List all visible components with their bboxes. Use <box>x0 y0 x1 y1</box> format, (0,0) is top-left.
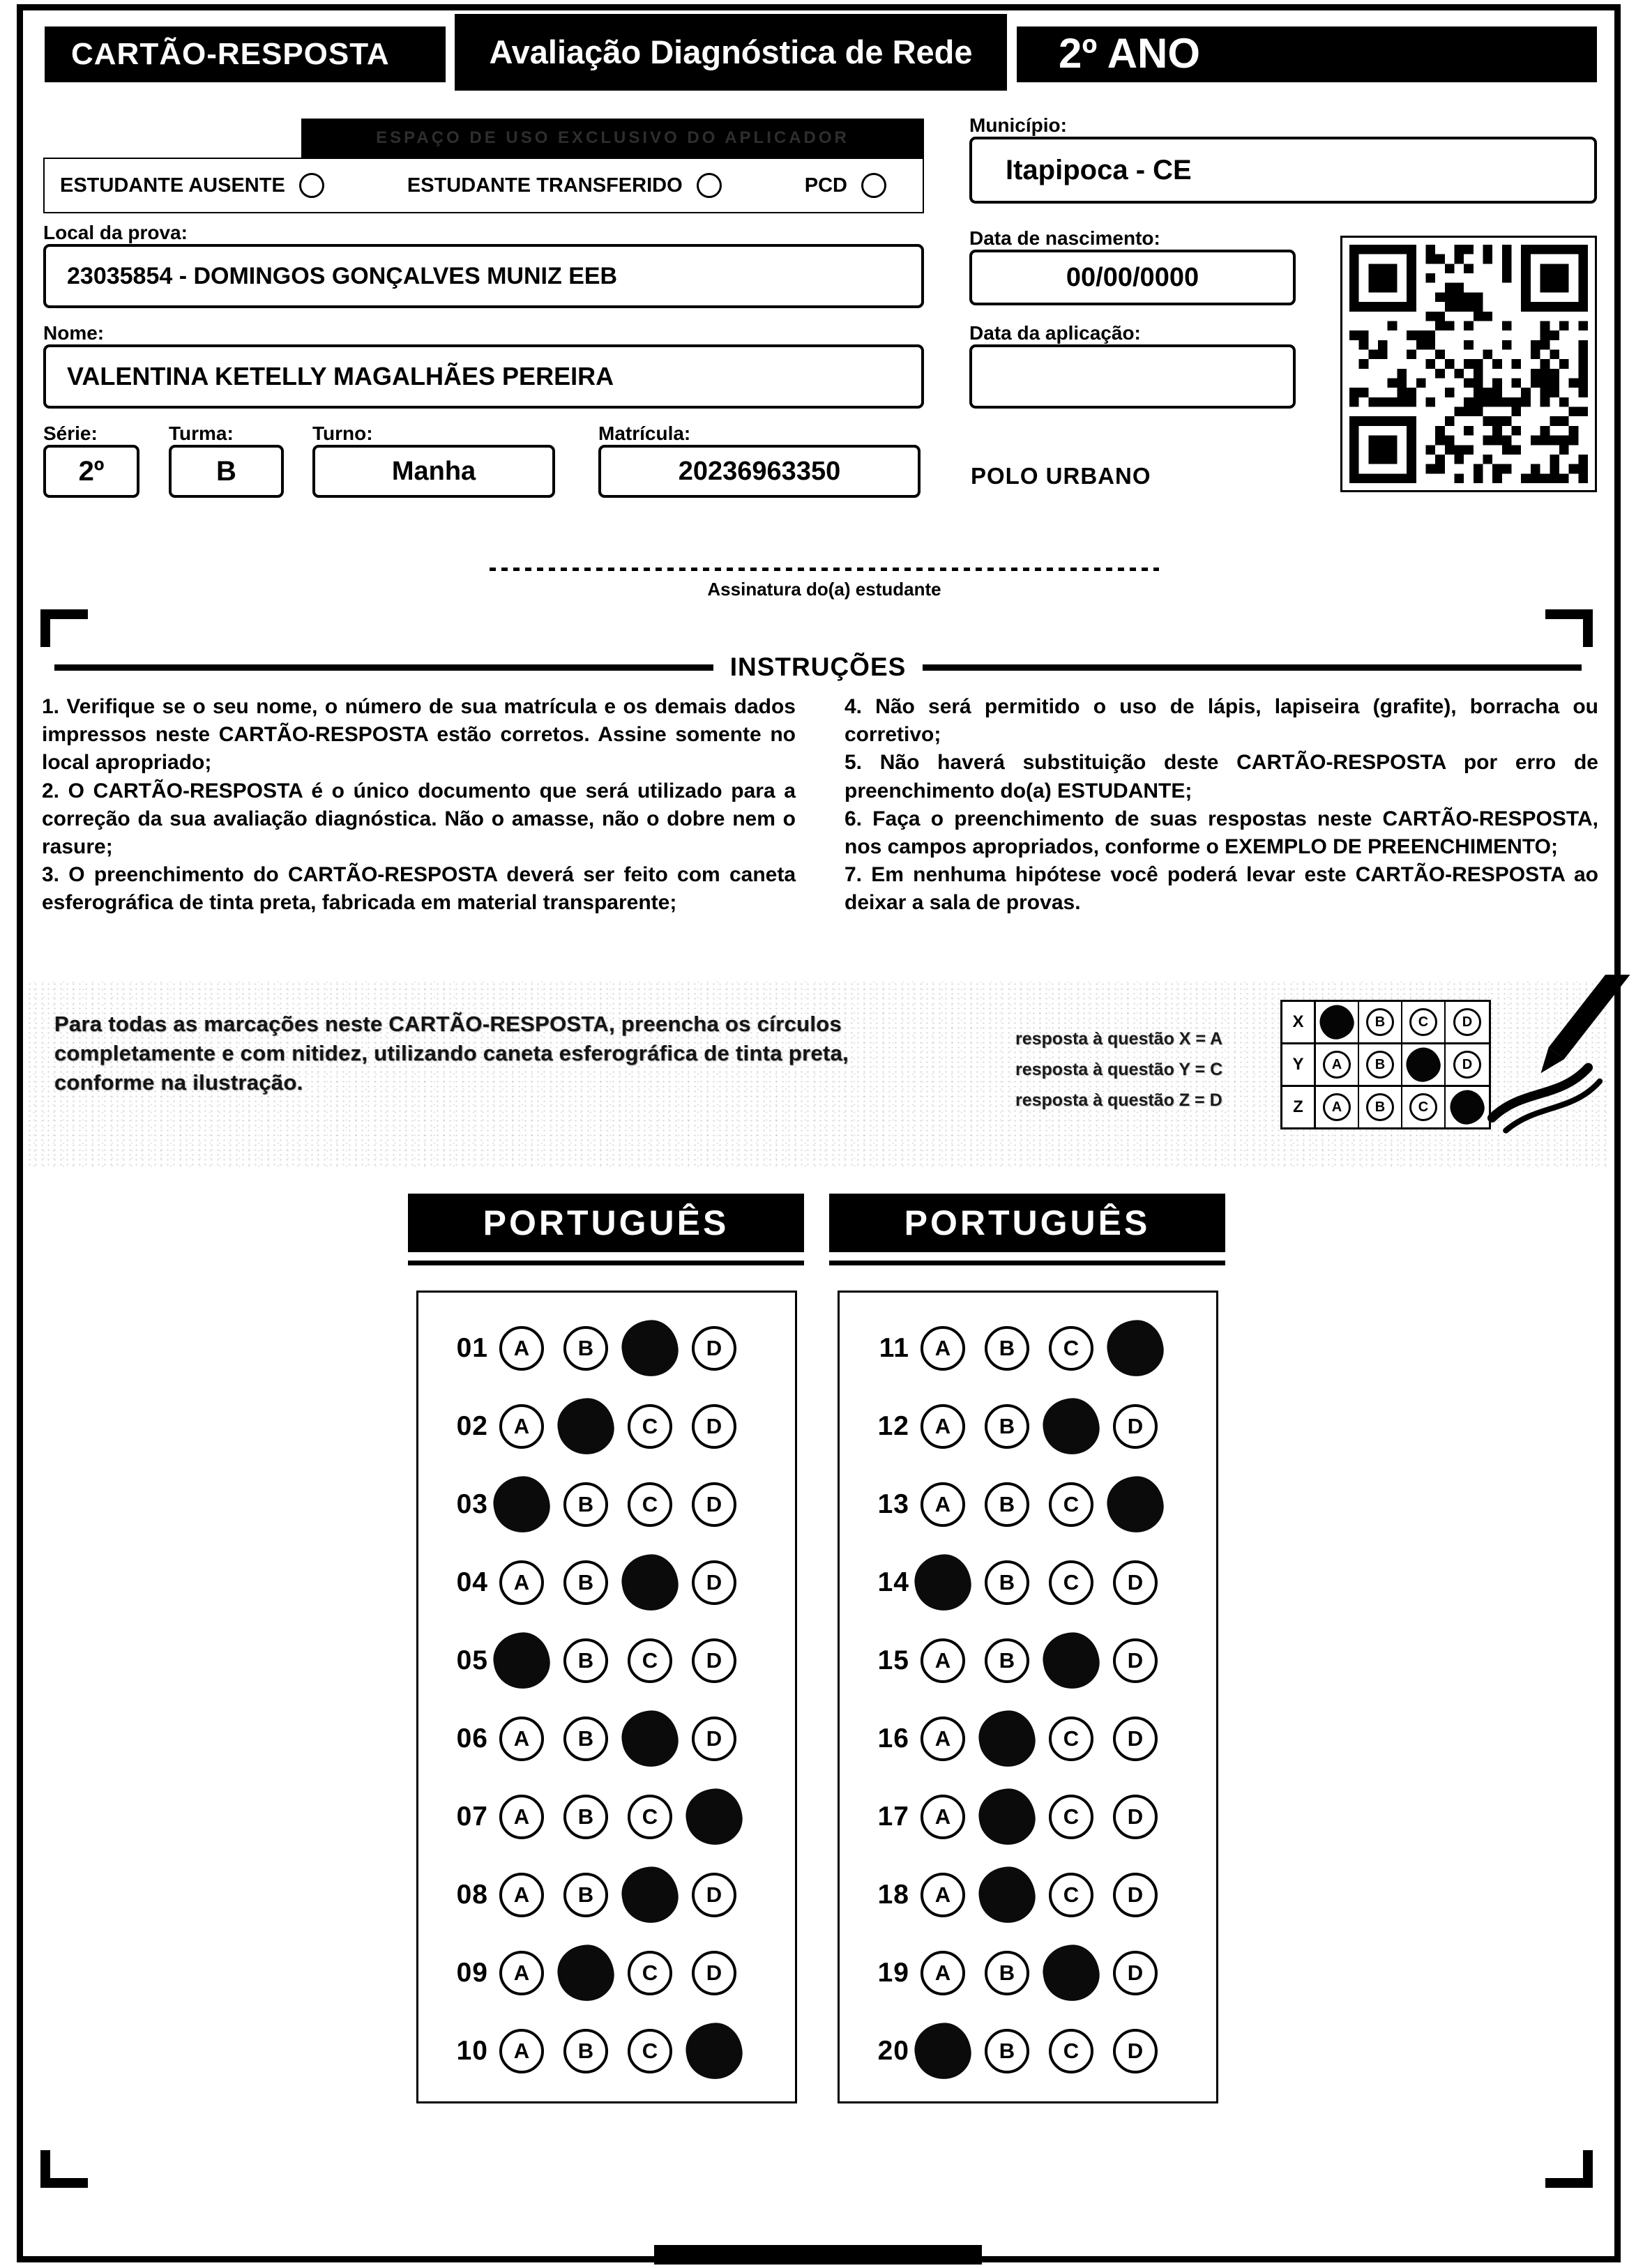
question-row <box>434 1934 795 2012</box>
nascimento-field: 00/00/0000 <box>969 250 1296 305</box>
answer-bubble-marked[interactable] <box>491 1474 552 1535</box>
answer-bubble[interactable]: C <box>1049 1717 1093 1761</box>
answer-bubble[interactable]: C <box>1049 1482 1093 1527</box>
answer-bubble[interactable]: D <box>692 1560 736 1605</box>
answer-bubble[interactable]: A <box>921 1951 965 1995</box>
answer-bubble[interactable]: C <box>628 1404 672 1449</box>
question-row <box>434 1856 795 1934</box>
question-row <box>434 2012 795 2090</box>
answer-bubble[interactable]: B <box>985 2029 1029 2073</box>
example-grid-cell <box>1316 1002 1359 1042</box>
answer-bubble[interactable]: B <box>985 1638 1029 1683</box>
example-grid-cell <box>1359 1087 1402 1127</box>
answer-section-rule <box>829 1261 1225 1265</box>
answer-bubble-marked[interactable] <box>555 1942 616 2003</box>
answer-bubble[interactable]: D <box>1113 1873 1158 1917</box>
answer-bubble[interactable]: B <box>563 1560 608 1605</box>
example-bubble: B <box>1366 1093 1394 1121</box>
example-bubble: A <box>1323 1051 1351 1079</box>
example-legend-line: resposta à questão Y = C <box>1015 1060 1223 1079</box>
question-number: 04 <box>456 1567 488 1597</box>
answer-bubble[interactable]: D <box>1113 1560 1158 1605</box>
status-option-label: ESTUDANTE TRANSFERIDO <box>407 174 683 197</box>
question-row <box>434 1466 795 1544</box>
qr-code-pattern <box>1349 245 1588 483</box>
corner-mark-bottom-left <box>40 2150 88 2188</box>
answer-bubble-marked[interactable] <box>976 1786 1037 1847</box>
example-section <box>26 982 1610 1169</box>
question-number: 11 <box>879 1333 909 1363</box>
example-legend <box>1015 1023 1222 1116</box>
grade-bar: 2º ANO <box>1017 26 1597 82</box>
answer-bubble[interactable]: A <box>921 1326 965 1371</box>
example-row-label: X <box>1282 1002 1316 1042</box>
answer-bubble-marked[interactable] <box>619 1708 680 1769</box>
corner-mark-top-left <box>40 609 88 647</box>
answer-bubble[interactable]: C <box>628 1638 672 1683</box>
instruction-item: 7. Em nenhuma hipótese você poderá levar este CARTÃO-RESPOSTA ao deixar a sala de provas. <box>844 863 1598 915</box>
instructions-header <box>54 653 1582 682</box>
answer-bubble[interactable]: C <box>628 2029 672 2073</box>
status-option <box>805 173 886 198</box>
corner-mark-bottom-right <box>1545 2150 1593 2188</box>
question-number: 01 <box>456 1333 488 1363</box>
answer-bubble-marked[interactable] <box>912 1552 973 1613</box>
polo-label: POLO URBANO <box>971 463 1151 489</box>
question-row <box>855 1778 1216 1856</box>
answer-bubble[interactable]: B <box>563 2029 608 2073</box>
question-row <box>855 1856 1216 1934</box>
answer-bubble[interactable]: C <box>1049 1326 1093 1371</box>
answer-bubble-marked[interactable] <box>1105 1318 1165 1378</box>
instructions-rule-left <box>54 664 713 671</box>
question-number: 20 <box>877 2036 909 2066</box>
answer-bubble[interactable]: A <box>921 1795 965 1839</box>
answer-bubble-marked[interactable] <box>1105 1474 1165 1535</box>
corner-mark-top-right <box>1545 609 1593 647</box>
qr-code <box>1340 236 1597 492</box>
example-grid-cell <box>1316 1044 1359 1085</box>
question-number: 10 <box>456 2036 488 2066</box>
example-grid-cell <box>1359 1044 1402 1085</box>
example-bubble: D <box>1453 1051 1481 1079</box>
answer-bubble[interactable]: D <box>1113 1638 1158 1683</box>
example-text: Para todas as marcações neste CARTÃO-RESPOSTA, preencha os círculos completamente e com nitidez, utilizando caneta esferográfica de tinta preta, conforme na ilustração. <box>54 1012 849 1095</box>
answer-section-rule <box>408 1261 804 1265</box>
answer-bubble[interactable]: A <box>921 1873 965 1917</box>
turma-field: B <box>169 445 284 498</box>
answer-bubble[interactable]: D <box>1113 1951 1158 1995</box>
question-number: 15 <box>877 1645 909 1675</box>
answer-bubble-marked[interactable] <box>491 1630 552 1691</box>
status-option-label: ESTUDANTE AUSENTE <box>60 174 285 197</box>
answer-bubble[interactable]: B <box>563 1717 608 1761</box>
turno-label: Turno: <box>312 423 373 444</box>
question-number: 08 <box>456 1880 488 1910</box>
question-row <box>855 1700 1216 1778</box>
instructions-title: INSTRUÇÕES <box>729 653 907 681</box>
answer-bubble-marked[interactable] <box>683 2020 744 2081</box>
answer-bubble[interactable]: D <box>692 1404 736 1449</box>
signature-label: Assinatura do(a) estudante <box>707 579 941 600</box>
example-row-label: Z <box>1282 1087 1316 1127</box>
serie-label: Série: <box>43 423 98 444</box>
example-legend-line: resposta à questão Z = D <box>1015 1090 1222 1110</box>
question-number: 18 <box>877 1880 909 1910</box>
applicator-bar: ESPAÇO DE USO EXCLUSIVO DO APLICADOR <box>301 119 924 158</box>
instruction-item: 6. Faça o preenchimento de suas respostas neste CARTÃO-RESPOSTA, nos campos apropriados, conforme o EXEMPLO DE PREENCHIMENTO; <box>844 807 1598 858</box>
question-number: 05 <box>456 1645 488 1675</box>
answer-bubble[interactable]: A <box>499 1951 544 1995</box>
question-number: 13 <box>877 1489 909 1519</box>
answer-bubble-marked[interactable] <box>555 1396 616 1456</box>
answer-bubble[interactable]: A <box>499 1404 544 1449</box>
turno-field: Manha <box>312 445 555 498</box>
answer-bubble-marked[interactable] <box>683 1786 744 1847</box>
turma-label: Turma: <box>169 423 234 444</box>
question-number: 17 <box>877 1802 909 1832</box>
answer-bubble[interactable]: B <box>985 1404 1029 1449</box>
nome-field: VALENTINA KETELLY MAGALHÃES PEREIRA <box>43 344 924 409</box>
answer-bubble[interactable]: D <box>692 1717 736 1761</box>
status-options-row <box>43 158 924 213</box>
instructions-col-right <box>844 693 1598 918</box>
answer-bubble[interactable]: A <box>499 1795 544 1839</box>
answer-grid <box>416 1291 797 2103</box>
answer-bubble-marked[interactable] <box>619 1318 680 1378</box>
answer-bubble[interactable]: A <box>499 2029 544 2073</box>
question-row <box>434 1622 795 1700</box>
answer-bubble[interactable]: B <box>563 1795 608 1839</box>
answers-root <box>408 1194 1227 2103</box>
answer-bubble[interactable]: C <box>628 1795 672 1839</box>
answer-bubble[interactable]: D <box>1113 1717 1158 1761</box>
question-row <box>855 1622 1216 1700</box>
municipio-label: Município: <box>969 114 1067 136</box>
answer-bubble[interactable]: D <box>1113 1795 1158 1839</box>
example-grid-row <box>1282 1002 1489 1042</box>
municipio-field: Itapipoca - CE <box>969 137 1597 204</box>
example-grid-cell <box>1359 1002 1402 1042</box>
question-number: 06 <box>456 1723 488 1753</box>
answer-bubble[interactable]: B <box>563 1873 608 1917</box>
example-bubble-marked <box>1403 1044 1444 1085</box>
question-row <box>855 1466 1216 1544</box>
nome-label: Nome: <box>43 322 105 344</box>
question-number: 12 <box>877 1411 909 1441</box>
status-option <box>60 173 324 198</box>
answer-bubble[interactable]: A <box>921 1482 965 1527</box>
answer-bubble[interactable]: D <box>692 1638 736 1683</box>
answer-bubble[interactable]: C <box>1049 2029 1093 2073</box>
question-row <box>855 1387 1216 1466</box>
answer-bubble[interactable]: D <box>692 1873 736 1917</box>
status-option-circle[interactable] <box>299 173 324 198</box>
status-option-circle[interactable] <box>697 173 722 198</box>
pen-hand-illustration <box>1471 975 1632 1142</box>
serie-field: 2º <box>43 445 139 498</box>
answer-bubble-marked[interactable] <box>1040 1396 1101 1456</box>
answer-bubble[interactable]: D <box>1113 2029 1158 2073</box>
answer-bubble[interactable]: A <box>921 1717 965 1761</box>
instructions-rule-right <box>923 664 1582 671</box>
answer-bubble[interactable]: A <box>499 1326 544 1371</box>
answer-section <box>829 1194 1225 2103</box>
question-row <box>434 1778 795 1856</box>
answer-section-title: PORTUGUÊS <box>829 1194 1225 1252</box>
answer-bubble[interactable]: A <box>499 1560 544 1605</box>
answer-bubble[interactable]: D <box>692 1951 736 1995</box>
question-number: 09 <box>456 1958 488 1988</box>
answer-bubble[interactable]: C <box>628 1951 672 1995</box>
question-number: 07 <box>456 1802 488 1832</box>
answer-bubble[interactable]: A <box>921 1638 965 1683</box>
instruction-item: 3. O preenchimento do CARTÃO-RESPOSTA deverá ser feito com caneta esferográfica de tinta preta, fabricada em material transparente; <box>42 863 796 915</box>
bottom-registration-bar <box>654 2245 982 2265</box>
question-row <box>434 1387 795 1466</box>
example-bubble: C <box>1409 1008 1437 1036</box>
status-option-circle[interactable] <box>861 173 886 198</box>
instruction-item: 2. O CARTÃO-RESPOSTA é o único documento que será utilizado para a correção da sua avaliação diagnóstica. Não o amasse, não o dobre nem o rasure; <box>42 779 796 858</box>
answer-grid <box>838 1291 1218 2103</box>
local-label: Local da prova: <box>43 222 188 243</box>
example-bubble: C <box>1409 1093 1437 1121</box>
answer-bubble[interactable]: A <box>499 1717 544 1761</box>
question-number: 03 <box>456 1489 488 1519</box>
answer-bubble[interactable]: B <box>563 1326 608 1371</box>
instruction-item: 4. Não será permitido o uso de lápis, lapiseira (grafite), borracha ou corretivo; <box>844 695 1598 747</box>
exam-title-bar: Avaliação Diagnóstica de Rede <box>455 14 1007 91</box>
example-grid <box>1280 1000 1491 1129</box>
aplicacao-label: Data da aplicação: <box>969 322 1141 344</box>
answer-bubble[interactable]: B <box>985 1482 1029 1527</box>
question-row <box>434 1309 795 1387</box>
example-grid-cell <box>1402 1002 1446 1042</box>
example-grid-cell <box>1402 1044 1446 1085</box>
answer-bubble[interactable]: B <box>563 1638 608 1683</box>
example-grid-row <box>1282 1042 1489 1085</box>
question-row <box>855 2012 1216 2090</box>
status-option-label: PCD <box>804 174 847 197</box>
answer-bubble[interactable]: B <box>985 1326 1029 1371</box>
answer-bubble[interactable]: A <box>921 1404 965 1449</box>
signature-line[interactable] <box>490 568 1159 571</box>
answer-bubble[interactable]: C <box>1049 1795 1093 1839</box>
example-bubble: D <box>1453 1008 1481 1036</box>
answer-bubble[interactable]: D <box>1113 1404 1158 1449</box>
example-bubble: B <box>1366 1008 1394 1036</box>
question-row <box>855 1544 1216 1622</box>
question-row <box>434 1700 795 1778</box>
example-bubble-marked <box>1317 1002 1357 1042</box>
question-row <box>855 1309 1216 1387</box>
answer-bubble-marked[interactable] <box>912 2020 973 2081</box>
instructions-col-left <box>42 693 796 918</box>
example-bubble: B <box>1366 1051 1394 1079</box>
example-legend-line: resposta à questão X = A <box>1015 1029 1223 1049</box>
question-row <box>434 1544 795 1622</box>
question-number: 02 <box>456 1411 488 1441</box>
answer-bubble[interactable]: C <box>1049 1873 1093 1917</box>
answer-bubble[interactable]: D <box>692 1482 736 1527</box>
instruction-item: 1. Verifique se o seu nome, o número de sua matrícula e os demais dados impressos neste CARTÃO-RESPOSTA estão corretos. Assine somente no local apropriado; <box>42 695 796 775</box>
matricula-label: Matrícula: <box>598 423 691 444</box>
aplicacao-field[interactable] <box>969 344 1296 409</box>
card-title-bar: CARTÃO-RESPOSTA <box>45 26 446 82</box>
answer-bubble-marked[interactable] <box>1040 1942 1101 2003</box>
example-row-label: Y <box>1282 1044 1316 1085</box>
answer-bubble[interactable]: C <box>1049 1560 1093 1605</box>
answer-bubble-marked[interactable] <box>976 1864 1037 1925</box>
answer-bubble[interactable]: B <box>985 1560 1029 1605</box>
question-number: 16 <box>877 1723 909 1753</box>
answer-bubble[interactable]: C <box>628 1482 672 1527</box>
instructions-columns <box>42 693 1598 918</box>
question-number: 19 <box>877 1958 909 1988</box>
example-bubble: A <box>1323 1093 1351 1121</box>
answer-bubble[interactable]: B <box>563 1482 608 1527</box>
nascimento-label: Data de nascimento: <box>969 227 1160 249</box>
answer-bubble-marked[interactable] <box>619 1864 680 1925</box>
answer-section <box>408 1194 804 2103</box>
answer-bubble-marked[interactable] <box>976 1708 1037 1769</box>
local-field: 23035854 - DOMINGOS GONÇALVES MUNIZ EEB <box>43 244 924 308</box>
matricula-field: 20236963350 <box>598 445 921 498</box>
example-grid-cell <box>1402 1087 1446 1127</box>
instruction-item: 5. Não haverá substituição deste CARTÃO-RESPOSTA por erro de preenchimento do(a) ESTUDANTE; <box>844 751 1598 802</box>
answer-bubble[interactable]: B <box>985 1951 1029 1995</box>
status-option <box>407 173 722 198</box>
question-number: 14 <box>877 1567 909 1597</box>
question-row <box>855 1934 1216 2012</box>
answer-bubble[interactable]: D <box>692 1326 736 1371</box>
answer-section-title: PORTUGUÊS <box>408 1194 804 1252</box>
example-grid-cell <box>1316 1087 1359 1127</box>
answer-bubble-marked[interactable] <box>619 1552 680 1613</box>
answer-bubble-marked[interactable] <box>1040 1630 1101 1691</box>
example-grid-row <box>1282 1085 1489 1127</box>
answer-bubble[interactable]: A <box>499 1873 544 1917</box>
